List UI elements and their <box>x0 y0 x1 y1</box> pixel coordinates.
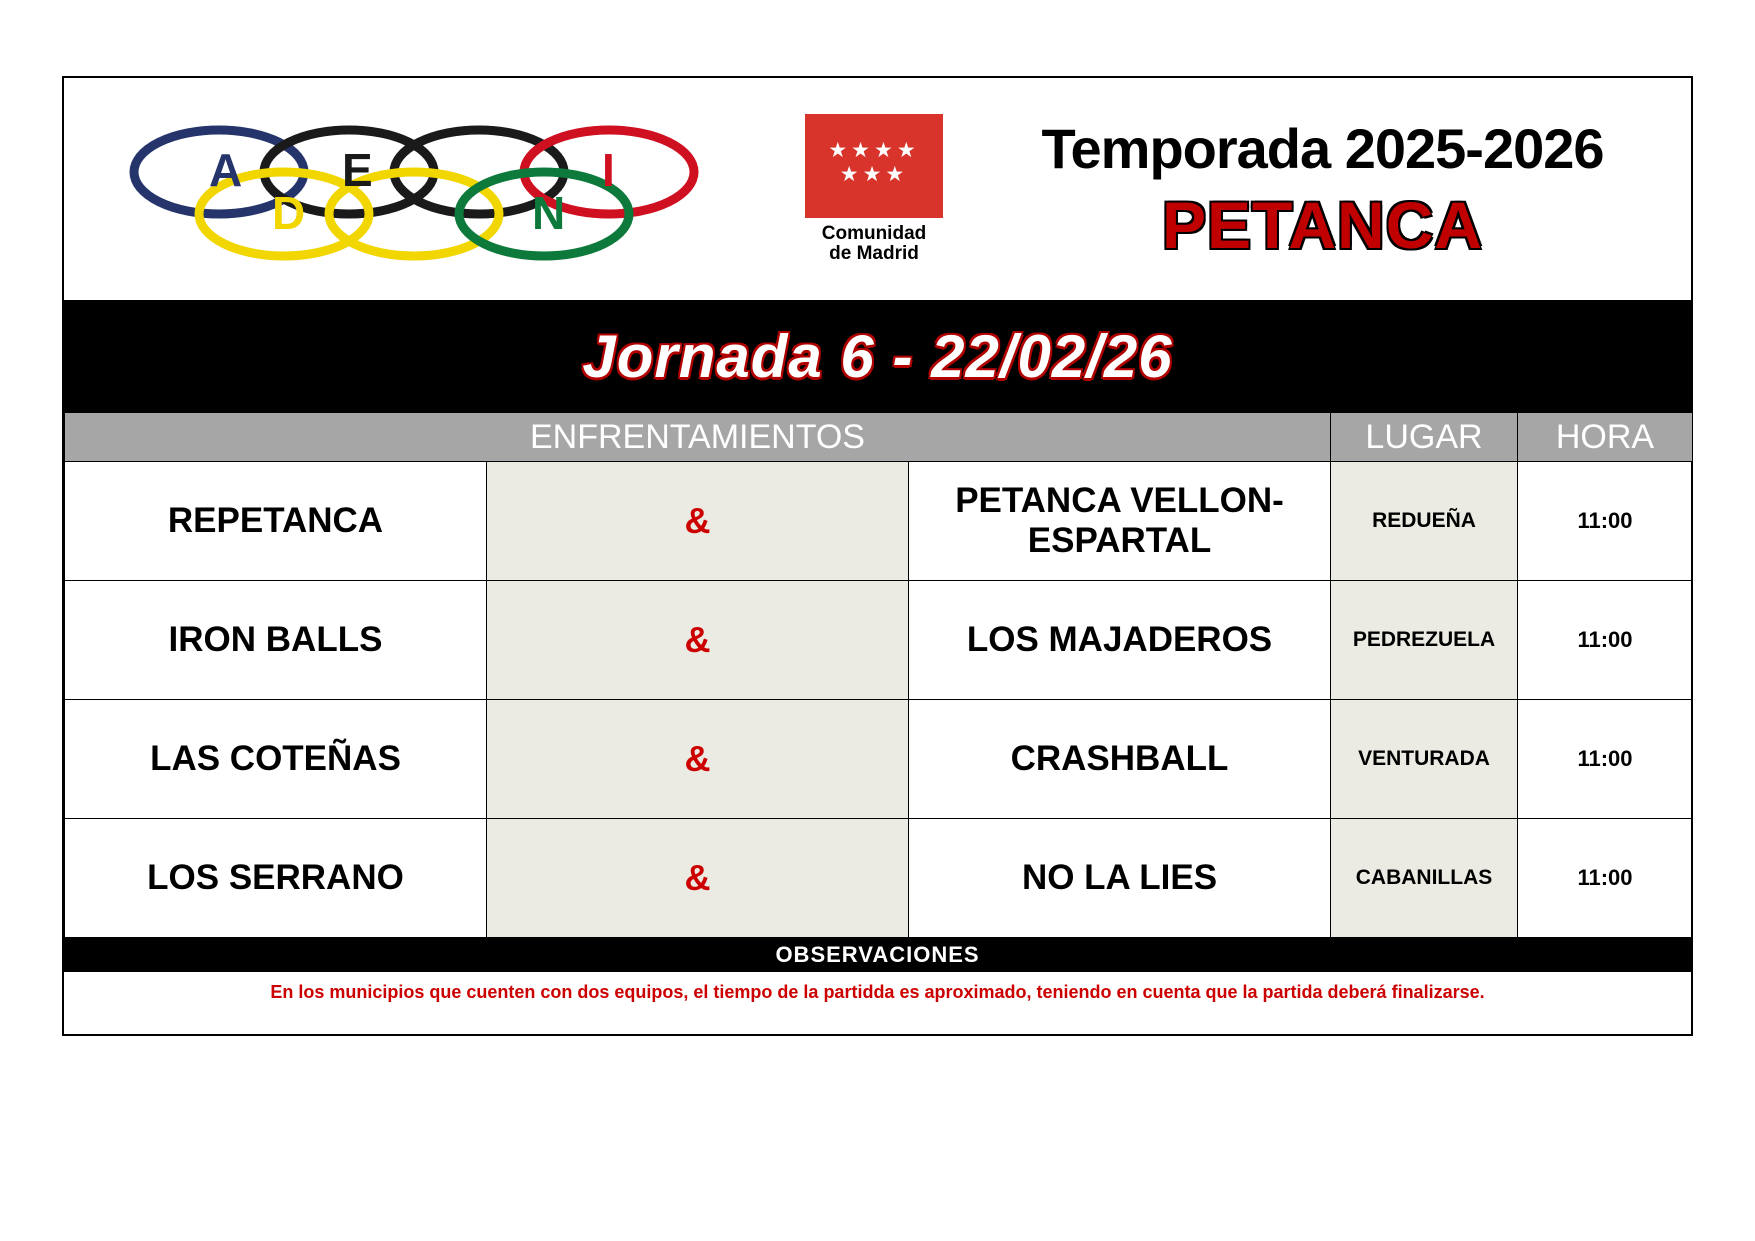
away-team: LOS MAJADEROS <box>909 581 1331 700</box>
observations-body <box>64 972 1691 1120</box>
home-team: LAS COTEÑAS <box>65 700 487 819</box>
poster-header <box>64 78 1691 300</box>
logo-letter-n: N <box>532 187 566 239</box>
fixtures-body <box>65 462 1693 938</box>
flag-stars-bottom: ★★★ <box>839 163 909 187</box>
versus-separator: & <box>487 700 909 819</box>
versus-separator: & <box>487 581 909 700</box>
table-row <box>65 700 1693 819</box>
home-team: LOS SERRANO <box>65 819 487 938</box>
madrid-flag-icon <box>805 114 943 218</box>
match-time: 11:00 <box>1518 462 1693 581</box>
logo-letter-d: D <box>272 187 306 239</box>
column-header-time: HORA <box>1518 413 1693 462</box>
versus-separator: & <box>487 819 909 938</box>
home-team: REPETANCA <box>65 462 487 581</box>
season-title: Temporada 2025-2026 <box>1041 116 1604 180</box>
poster-sheet <box>62 76 1693 1036</box>
match-venue: VENTURADA <box>1331 700 1518 819</box>
column-header-matchups: ENFRENTAMIENTOS <box>65 413 1331 462</box>
sport-title: PETANCA <box>1161 187 1484 262</box>
observations-note: En los municipios que cuenten con dos equipos, el tiempo de la partidda es aproximado, teniendo en cuenta que la partida deberá finalizarse. <box>270 982 1485 1002</box>
comunidad-label <box>822 224 927 264</box>
fixtures-head <box>65 413 1693 462</box>
observations-title: OBSERVACIONES <box>64 938 1691 972</box>
table-row <box>65 819 1693 938</box>
versus-separator: & <box>487 462 909 581</box>
match-venue: PEDREZUELA <box>1331 581 1518 700</box>
logo-letter-i: I <box>602 144 615 196</box>
home-team: IRON BALLS <box>65 581 487 700</box>
fixtures-table <box>64 412 1693 938</box>
jornada-bar <box>64 300 1691 412</box>
away-team: PETANCA VELLON-ESPARTAL <box>909 462 1331 581</box>
column-header-venue: LUGAR <box>1331 413 1518 462</box>
olympic-rings-logo-icon <box>104 114 744 264</box>
away-team: CRASHBALL <box>909 700 1331 819</box>
match-venue: CABANILLAS <box>1331 819 1518 938</box>
match-time: 11:00 <box>1518 700 1693 819</box>
match-time: 11:00 <box>1518 819 1693 938</box>
title-block <box>964 116 1681 263</box>
comunidad-line2: de Madrid <box>829 243 919 264</box>
match-venue: REDUEÑA <box>1331 462 1518 581</box>
away-team: NO LA LIES <box>909 819 1331 938</box>
flag-stars-top: ★★★★ <box>828 139 920 163</box>
match-time: 11:00 <box>1518 581 1693 700</box>
table-row <box>65 462 1693 581</box>
comunidad-line1: Comunidad <box>821 223 927 245</box>
table-row <box>65 581 1693 700</box>
logo-letter-a: A <box>209 144 243 196</box>
adeni-logo <box>74 114 774 264</box>
jornada-label: Jornada 6 - 22/02/26 <box>582 322 1173 390</box>
logo-letter-e: E <box>342 144 373 196</box>
header-row <box>65 413 1693 462</box>
comunidad-de-madrid-logo <box>784 114 964 264</box>
